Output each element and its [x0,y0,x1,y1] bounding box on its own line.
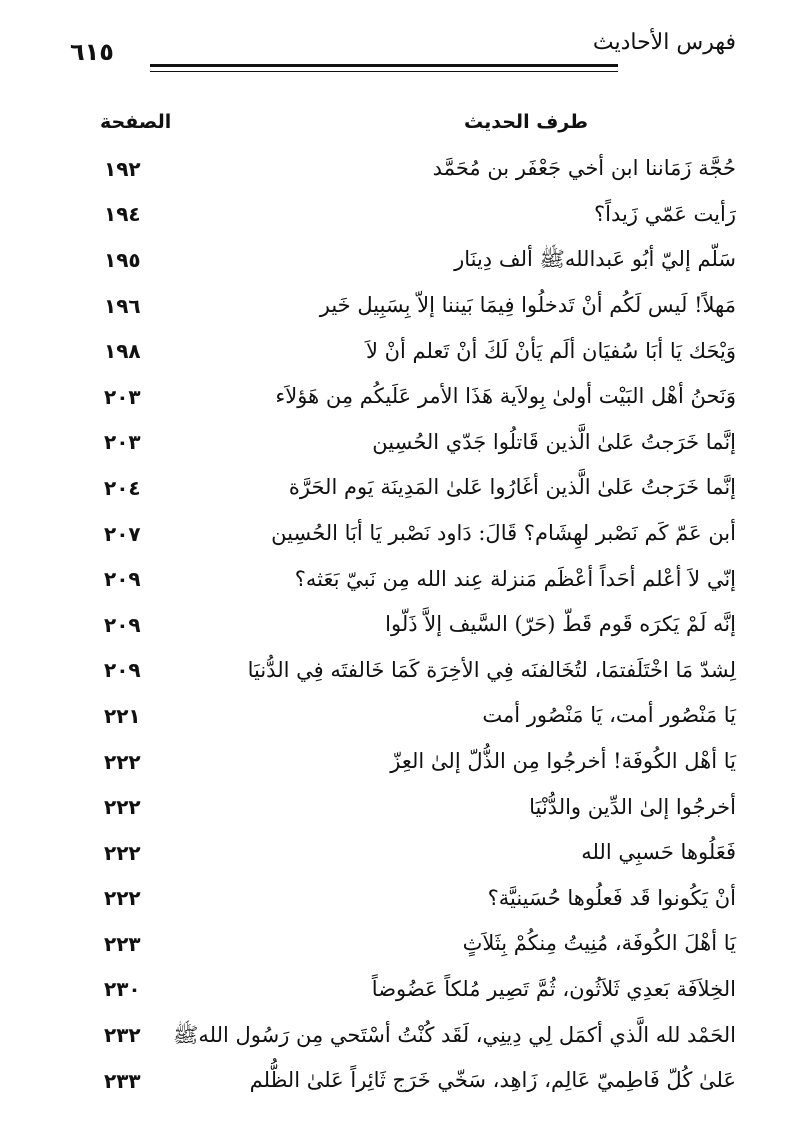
page-reference: ١٩٢ [104,156,141,181]
hadith-text: إنَّما خَرَجتُ عَلىٰ الَّذين قَاتلُوا جَدّي الحُسِين [372,429,736,454]
hadith-text: لِشدّ مَا اخْتَلَفتمَا، لتُخَالفنَه فِي الأخِرَة كَمَا خَالفتَه فِي الدُّنيَا [247,657,736,682]
table-row [100,465,736,511]
table-row [100,784,736,830]
page-reference: ١٩٨ [104,339,141,364]
header-rule [150,64,618,67]
table-row [100,283,736,329]
hadith-text: يَا مَنْصُور أمت، يَا مَنْصُور أمت [482,703,736,728]
table-header-row [100,98,736,146]
column-header-page [100,111,316,133]
page-reference: ٢٢٢ [104,749,141,774]
hadith-text: إنَّما خَرَجتُ عَلىٰ الَّذين أغَارُوا عَلىٰ المَدِينَة يَوم الحَرَّة [288,475,736,500]
table-row [100,556,736,602]
hadith-text: عَلىٰ كُلّ فَاطِميّ عَالِم، زَاهِد، سَخّي خَرَج ثَائِراً عَلىٰ الظُّلم [249,1068,736,1093]
page-reference: ٢٢٢ [104,840,141,865]
table-row [100,921,736,967]
hadith-index-table [100,98,736,1103]
table-row [100,374,736,420]
hadith-text: أبن عَمّ كَم نَصْبر لهِشَام؟ قَالَ: دَاود نَصْبر يَا أبَا الحُسِين [271,521,736,546]
table-row [100,693,736,739]
hadith-text: الحَمْد لله الَّذي أكمَل لِي دِينِي، لَقَد كُنْتُ أسْتَحي مِن رَسُول اللهﷺ [173,1022,736,1047]
header-rule-thin [150,71,618,72]
table-row [100,146,736,192]
hadith-text: إنَّه لَمْ يَكرَه قَوم قَطّ (حَرّ) السَّيف إلاَّ ذَلّوا [385,612,736,637]
page-reference: ٢٢١ [104,703,141,728]
hadith-text: يَا أهْلَ الكُوفَة، مُنِيتُ مِنكُمْ بِثَلاَثٍ [462,931,736,956]
hadith-text: أخرجُوا إلىٰ الدِّين والدُّنْيَا [529,794,736,819]
table-row [100,1012,736,1058]
table-row [100,192,736,238]
hadith-text: رَأيت عَمّي زَيداً؟ [594,201,736,226]
running-header [70,30,736,70]
page-reference: ٢٠٤ [104,475,141,500]
table-row [100,967,736,1013]
hadith-text: حُجَّة زَمَاننا ابن أخي جَعْفَر بن مُحَمَّد [432,156,736,181]
page-reference: ٢٠٧ [104,521,141,546]
table-row [100,237,736,283]
page-reference: ٢٠٩ [104,612,141,637]
page-reference: ٢٠٣ [104,384,141,409]
column-header-hadith-label: طرف الحديث [464,111,588,133]
table-row [100,648,736,694]
running-title: فهرس الأحاديث [592,30,736,55]
column-header-page-label: الصفحة [100,111,172,133]
page-reference: ٢٣٠ [104,977,141,1002]
page-reference: ١٩٥ [104,247,141,272]
page-reference: ٢٠٣ [104,430,141,455]
hadith-text: وَيْحَك يَا أبَا سُفيَان ألَم يَأنْ لَكَ أنْ تَعلم أنْ لاَ [365,338,736,363]
page-reference: ٢٢٢ [104,886,141,911]
hadith-text: يَا أهْل الكُوفَة! أخرجُوا مِن الذُّلّ إلىٰ العِزّ [390,749,736,774]
table-row [100,420,736,466]
table-row [100,511,736,557]
page-number: ٦١٥ [70,38,114,66]
table-row [100,1058,736,1104]
hadith-text: سَلّم إليّ أبُو عَبداللهﷺ ألف دِينَار [454,247,736,272]
hadith-text: مَهلاً! لَيس لَكُم أنْ تَدخلُوا فِيمَا بَيننا إلاّ بِسَبِيل خَير [319,293,736,318]
page-reference: ١٩٦ [104,293,141,318]
hadith-text: الخِلاَفَة بَعدِي ثَلاَثُون، ثُمَّ تَصِير مُلكاً عَضُوضاً [371,976,736,1001]
page-reference: ١٩٤ [104,202,141,227]
table-row [100,602,736,648]
page-reference: ٢٠٩ [104,658,141,683]
hadith-text: وَنَحنُ أهْل البَيْت أولىٰ بِولاَية هَذَا الأمر عَلَيكُم مِن هَؤلاَء [275,384,736,409]
page-reference: ٢٣٣ [104,1068,141,1093]
table-row [100,328,736,374]
table-row [100,739,736,785]
hadith-text: إنّي لاَ أعْلم أحَداً أعْظَم مَنزلة عِند الله مِن نَبيّ بَعَثه؟ [294,566,736,591]
page-reference: ٢٢٣ [104,931,141,956]
table-row [100,876,736,922]
table-row [100,830,736,876]
hadith-text: أنْ يَكُونوا قَد فَعلُوها حُسَينيَّة؟ [487,885,736,910]
page-reference: ٢٣٢ [104,1023,141,1048]
page-reference: ٢٠٩ [104,567,141,592]
page-reference: ٢٢٢ [104,795,141,820]
hadith-text: فَعَلُوها حَسبِي الله [581,840,736,865]
column-header-hadith [316,111,736,133]
